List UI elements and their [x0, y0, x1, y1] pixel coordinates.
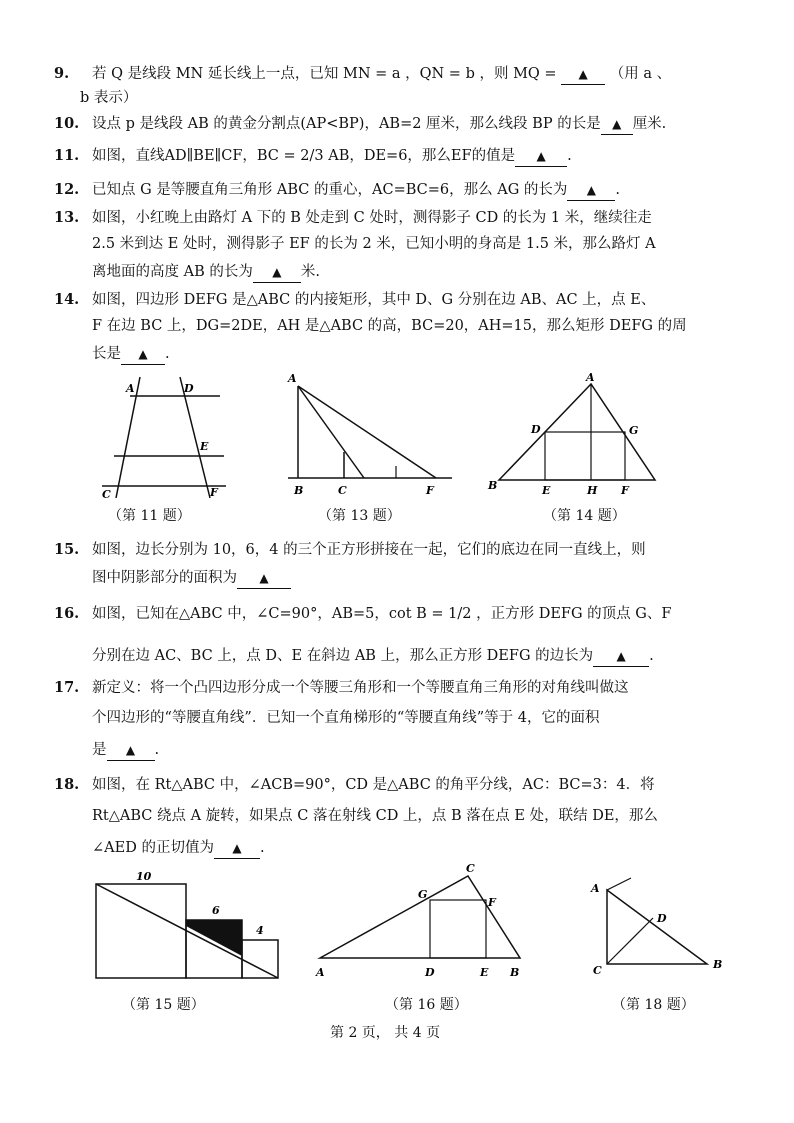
label-e: E: [480, 966, 489, 979]
label-d: D: [184, 382, 194, 395]
answer-mark: ▲: [232, 841, 242, 855]
answer-mark: ▲: [259, 571, 269, 585]
transversal-right: [180, 377, 210, 498]
label-10: 10: [136, 870, 152, 883]
label-d: D: [531, 423, 541, 436]
question-14-line-2: F 在边 BC 上，DG=2DE，AH 是△ABC 的高，BC=20，AH=15，那么矩形 DEFG 的周: [92, 318, 687, 334]
question-14-line-3: 长是 ▲ .: [92, 344, 170, 365]
label-c: C: [593, 964, 602, 977]
label-a: A: [591, 882, 600, 895]
rotation-ray: [607, 878, 631, 890]
label-6: 6: [212, 904, 220, 917]
answer-mark: ▲: [612, 117, 622, 131]
figure-18: [585, 870, 735, 980]
label-e: E: [542, 484, 551, 497]
question-9-line-2: b 表示）: [80, 90, 138, 106]
question-14: 14. 如图，四边形 DEFG 是△ABC 的内接矩形，其中 D、G 分别在边 AB、AC 上，点 E、: [54, 291, 656, 308]
figure-14: [485, 372, 675, 502]
rectangle-defg: [545, 432, 625, 480]
diagonal-line: [96, 884, 278, 978]
label-e: E: [200, 440, 209, 453]
answer-mark: ▲: [578, 67, 588, 81]
question-17: 17. 新定义：将一个凸四边形分成一个等腰三角形和一个等腰直角三角形的对角线叫做这: [54, 679, 629, 696]
answer-mark: ▲: [138, 347, 148, 361]
page-footer: 第 2 页， 共 4 页: [330, 1025, 441, 1041]
label-a: A: [586, 372, 595, 384]
answer-mark: ▲: [586, 183, 596, 197]
caption-fig14: （第 14 题）: [543, 508, 626, 524]
label-h: H: [587, 484, 598, 497]
transversal-left: [116, 377, 140, 498]
figure-13: [280, 370, 460, 502]
answer-mark: ▲: [125, 743, 136, 757]
label-a: A: [316, 966, 325, 979]
label-4: 4: [256, 924, 264, 937]
caption-fig16: （第 16 题）: [385, 997, 468, 1013]
question-16-line-2: 分别在边 AC、BC 上，点 D、E 在斜边 AB 上，那么正方形 DEFG 的边长为 ▲ .: [92, 646, 654, 667]
label-g: G: [418, 888, 428, 901]
question-17-line-2: 个四边形的“等腰直角线”．已知一个直角梯形的“等腰直角线”等于 4，它的面积: [92, 710, 600, 726]
label-f: F: [426, 484, 434, 497]
answer-mark: ▲: [536, 149, 546, 163]
question-15-line-2: 图中阴影部分的面积为 ▲: [92, 568, 291, 589]
label-f: F: [210, 486, 218, 499]
question-9: 9. 若 Q 是线段 MN 延长线上一点，已知 MN = a ，QN = b ，则 MQ = ▲ （用 a 、: [54, 64, 671, 85]
label-f: F: [488, 896, 496, 909]
label-b: B: [510, 966, 520, 979]
question-11: 11. 如图，直线AD∥BE∥CF，BC = 2/3 AB，DE=6，那么EF的值是 ▲ .: [54, 146, 572, 167]
question-18-line-2: Rt△ABC 绕点 A 旋转，如果点 C 落在射线 CD 上，点 B 落在点 E 处，联结 DE，那么: [92, 808, 658, 824]
caption-fig18: （第 18 题）: [612, 997, 695, 1013]
square-defg: [430, 900, 486, 958]
question-18: 18. 如图，在 Rt△ABC 中，∠ACB=90°，CD 是△ABC 的角平分线，AC：BC=3：4．将: [54, 776, 655, 793]
light-ray-1: [298, 386, 364, 478]
label-f: F: [621, 484, 629, 497]
caption-fig15: （第 15 题）: [122, 997, 205, 1013]
question-13-line-3: 离地面的高度 AB 的长为 ▲ 米.: [92, 262, 320, 283]
question-13-line-2: 2.5 米到达 E 处时，测得影子 EF 的长为 2 米，已知小明的身高是 1.5 米，那么路灯 A: [92, 236, 656, 252]
question-17-line-3: 是 ▲ .: [92, 740, 159, 761]
figure-15: [90, 866, 290, 982]
question-15: 15. 如图，边长分别为 10，6，4 的三个正方形拼接在一起，它们的底边在同一直线上，则: [54, 541, 646, 558]
question-12: 12. 已知点 G 是等腰直角三角形 ABC 的重心，AC=BC=6，那么 AG 的长为 ▲ .: [54, 180, 620, 201]
label-b: B: [488, 479, 498, 492]
label-b: B: [713, 958, 723, 971]
question-13: 13. 如图，小红晚上由路灯 A 下的 B 处走到 C 处时，测得影子 CD 的长为 1 米，继续往走: [54, 209, 652, 226]
answer-mark: ▲: [272, 265, 282, 279]
shaded-region: [186, 920, 242, 956]
label-b: B: [294, 484, 304, 497]
label-d: D: [425, 966, 435, 979]
label-g: G: [629, 424, 639, 437]
light-ray-2: [298, 386, 436, 478]
label-c: C: [466, 862, 475, 875]
square-4: [242, 940, 278, 978]
bisector-cd: [607, 918, 653, 964]
label-c: C: [102, 488, 111, 501]
label-a: A: [288, 372, 297, 385]
square-10: [96, 884, 186, 978]
caption-fig11: （第 11 题）: [108, 508, 191, 524]
figure-16: [312, 860, 532, 982]
question-18-line-3: ∠AED 的正切值为 ▲ .: [92, 838, 265, 859]
figure-11: [100, 372, 230, 502]
label-c: C: [338, 484, 347, 497]
question-16: 16. 如图，已知在△ABC 中，∠C=90°，AB=5，cot B = 1/2 ，正方形 DEFG 的顶点 G、F: [54, 605, 672, 622]
answer-mark: ▲: [616, 649, 626, 663]
label-a: A: [126, 382, 135, 395]
caption-fig13: （第 13 题）: [318, 508, 401, 524]
label-d: D: [657, 912, 667, 925]
triangle-abc: [607, 890, 707, 964]
question-10: 10. 设点 p 是线段 AB 的黄金分割点(AP<BP)，AB=2 厘米，那么线段 BP 的长是 ▲ 厘米.: [54, 114, 666, 135]
